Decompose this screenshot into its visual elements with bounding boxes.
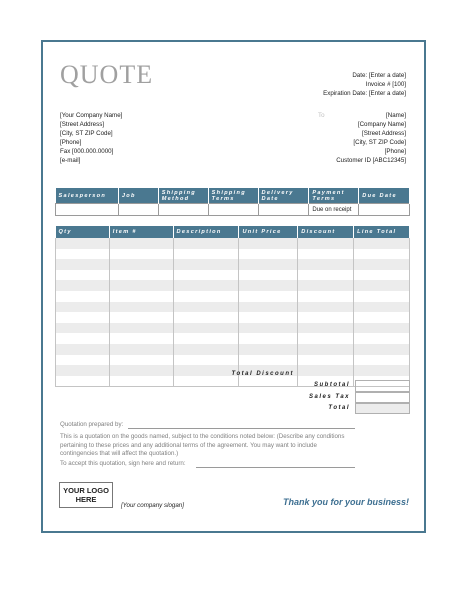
items-header-cell: Item # [109, 226, 173, 238]
conditions-text: This is a quotation on the goods named, subject to the conditions noted below: (Describe any conditions pertaining to these prices and any additional terms of the agreement. You may want to include contingencies that will affect the quotation.) [60, 433, 345, 457]
item-cell[interactable] [173, 270, 239, 281]
item-cell[interactable] [298, 323, 354, 334]
expiration-date-field[interactable]: Expiration Date: [Enter a date] [323, 90, 406, 97]
document-title: QUOTE [60, 60, 154, 89]
item-cell[interactable] [354, 280, 410, 291]
item-cell[interactable] [56, 270, 110, 281]
item-row [56, 333, 410, 344]
item-cell[interactable] [56, 365, 110, 376]
date-field[interactable]: Date: [Enter a date] [352, 72, 406, 79]
logo-text: YOUR LOGO HERE [63, 485, 109, 504]
item-cell[interactable] [354, 344, 410, 355]
sender-fax[interactable]: Fax [000.000.0000] [60, 148, 114, 155]
item-cell[interactable] [56, 291, 110, 302]
document-meta [323, 71, 406, 98]
item-row [56, 302, 410, 313]
item-cell[interactable] [239, 291, 298, 302]
item-row [56, 312, 410, 323]
terms-header-cell: Due Date [359, 188, 410, 204]
item-cell[interactable] [109, 344, 173, 355]
item-cell[interactable] [173, 302, 239, 313]
item-row [56, 280, 410, 291]
sender-street[interactable]: [Street Address] [60, 121, 105, 128]
item-row [56, 270, 410, 281]
recipient-street[interactable]: [Street Address] [361, 130, 406, 137]
prepared-by-label: Quotation prepared by: [60, 421, 124, 428]
item-cell[interactable] [173, 355, 239, 366]
item-cell[interactable] [354, 291, 410, 302]
thank-you-message: Thank you for your business! [283, 497, 410, 507]
terms-cell[interactable]: Due on receipt [309, 204, 359, 216]
terms-cell[interactable] [208, 204, 258, 216]
item-cell[interactable] [239, 344, 298, 355]
item-cell[interactable] [56, 312, 110, 323]
item-cell[interactable] [109, 302, 173, 313]
items-header-cell: Unit Price [239, 226, 298, 238]
items-header-cell: Qty [56, 226, 110, 238]
terms-header-cell: Delivery Date [258, 188, 309, 204]
terms-header-cell: Payment Terms [309, 188, 359, 204]
item-cell[interactable] [298, 365, 354, 376]
item-cell[interactable] [354, 270, 410, 281]
item-cell[interactable] [239, 270, 298, 281]
item-cell[interactable] [298, 344, 354, 355]
item-cell[interactable] [56, 323, 110, 334]
item-cell[interactable] [109, 355, 173, 366]
item-cell[interactable] [173, 238, 239, 249]
items-table [55, 226, 410, 387]
item-row [56, 291, 410, 302]
item-cell[interactable] [239, 355, 298, 366]
item-cell[interactable] [109, 376, 173, 387]
items-header-row [56, 226, 410, 238]
item-cell[interactable] [56, 355, 110, 366]
total-label: Total [328, 405, 350, 411]
terms-header-cell: Shipping Method [158, 188, 208, 204]
item-cell[interactable] [173, 333, 239, 344]
recipient-company-name[interactable]: [Company Name] [357, 121, 406, 128]
item-cell[interactable] [56, 302, 110, 313]
item-cell[interactable] [173, 312, 239, 323]
item-cell[interactable] [354, 333, 410, 344]
item-cell[interactable] [354, 355, 410, 366]
item-cell[interactable] [109, 238, 173, 249]
company-slogan[interactable]: [Your company slogan] [121, 502, 184, 509]
terms-cell[interactable] [118, 204, 158, 216]
subtotal-value[interactable] [355, 380, 410, 392]
item-cell[interactable] [239, 238, 298, 249]
item-cell[interactable] [354, 365, 410, 376]
item-cell[interactable] [354, 302, 410, 313]
item-cell[interactable] [173, 323, 239, 334]
item-cell[interactable] [298, 355, 354, 366]
items-header-cell: Line Total [354, 226, 410, 238]
item-cell[interactable] [109, 259, 173, 270]
item-cell[interactable] [56, 333, 110, 344]
item-cell[interactable] [173, 249, 239, 260]
total-value[interactable] [355, 403, 410, 414]
recipient-name[interactable]: [Name] [386, 112, 406, 119]
item-row [56, 355, 410, 366]
item-cell[interactable] [298, 270, 354, 281]
subtotal-label: Subtotal [314, 382, 350, 388]
customer-id[interactable]: Customer ID [ABC12345] [336, 157, 406, 164]
item-cell[interactable] [298, 302, 354, 313]
item-cell[interactable] [298, 249, 354, 260]
item-cell[interactable] [56, 376, 110, 387]
terms-cell[interactable] [359, 204, 410, 216]
terms-header-cell: Shipping Terms [208, 188, 258, 204]
item-cell[interactable] [173, 291, 239, 302]
logo-placeholder[interactable] [59, 482, 113, 508]
item-cell[interactable] [354, 238, 410, 249]
item-cell[interactable] [298, 333, 354, 344]
item-cell[interactable] [109, 333, 173, 344]
item-cell[interactable] [109, 249, 173, 260]
terms-cell[interactable] [56, 204, 119, 216]
item-cell[interactable] [239, 333, 298, 344]
total-discount-label: Total Discount [231, 371, 294, 377]
item-row [56, 344, 410, 355]
item-cell[interactable] [56, 238, 110, 249]
invoice-number-field[interactable]: Invoice # [100] [365, 81, 406, 88]
recipient-phone[interactable]: [Phone] [384, 148, 406, 155]
item-cell[interactable] [109, 323, 173, 334]
terms-header-row [56, 188, 410, 204]
item-cell[interactable] [298, 259, 354, 270]
sales-tax-label: Sales Tax [309, 394, 350, 400]
item-cell[interactable] [109, 291, 173, 302]
accept-label: To accept this quotation, sign here and return: [60, 460, 186, 467]
item-cell[interactable] [354, 249, 410, 260]
items-header-cell: Discount [298, 226, 354, 238]
item-cell[interactable] [109, 280, 173, 291]
sender-phone[interactable]: [Phone] [60, 139, 82, 146]
terms-row [56, 204, 410, 216]
item-cell[interactable] [56, 280, 110, 291]
item-cell[interactable] [56, 259, 110, 270]
item-cell[interactable] [173, 259, 239, 270]
terms-cell[interactable] [258, 204, 309, 216]
item-cell[interactable] [173, 280, 239, 291]
item-cell[interactable] [173, 344, 239, 355]
item-row [56, 238, 410, 249]
terms-table [55, 188, 410, 216]
sender-email[interactable]: [e-mail] [60, 157, 81, 164]
item-cell[interactable] [298, 312, 354, 323]
item-cell[interactable] [354, 312, 410, 323]
sender-city[interactable]: [City, ST ZIP Code] [60, 130, 113, 137]
sender-company-name[interactable]: [Your Company Name] [60, 112, 123, 119]
item-cell[interactable] [239, 259, 298, 270]
item-cell[interactable] [109, 270, 173, 281]
item-cell[interactable] [239, 323, 298, 334]
item-cell[interactable] [173, 376, 239, 387]
item-cell[interactable] [56, 344, 110, 355]
recipient-city[interactable]: [City, ST ZIP Code] [353, 139, 406, 146]
sales-tax-value[interactable] [355, 392, 410, 403]
terms-cell[interactable] [158, 204, 208, 216]
item-cell[interactable] [298, 280, 354, 291]
terms-header-cell: Job [118, 188, 158, 204]
item-cell[interactable] [56, 249, 110, 260]
items-header-cell: Description [173, 226, 239, 238]
item-cell[interactable] [109, 312, 173, 323]
item-cell[interactable] [354, 259, 410, 270]
item-row [56, 259, 410, 270]
item-cell[interactable] [239, 249, 298, 260]
sender-block [60, 111, 122, 165]
prepared-by-line[interactable] [128, 428, 355, 429]
to-label: To [318, 112, 325, 119]
item-cell[interactable] [354, 323, 410, 334]
item-cell[interactable] [239, 280, 298, 291]
recipient-block [336, 111, 406, 165]
item-cell[interactable] [239, 312, 298, 323]
item-cell[interactable] [239, 302, 298, 313]
item-cell[interactable] [298, 291, 354, 302]
signature-line[interactable] [196, 467, 355, 468]
items-body [56, 238, 410, 387]
item-cell[interactable] [298, 238, 354, 249]
item-row [56, 323, 410, 334]
terms-header-cell: Salesperson [56, 188, 119, 204]
item-row [56, 249, 410, 260]
